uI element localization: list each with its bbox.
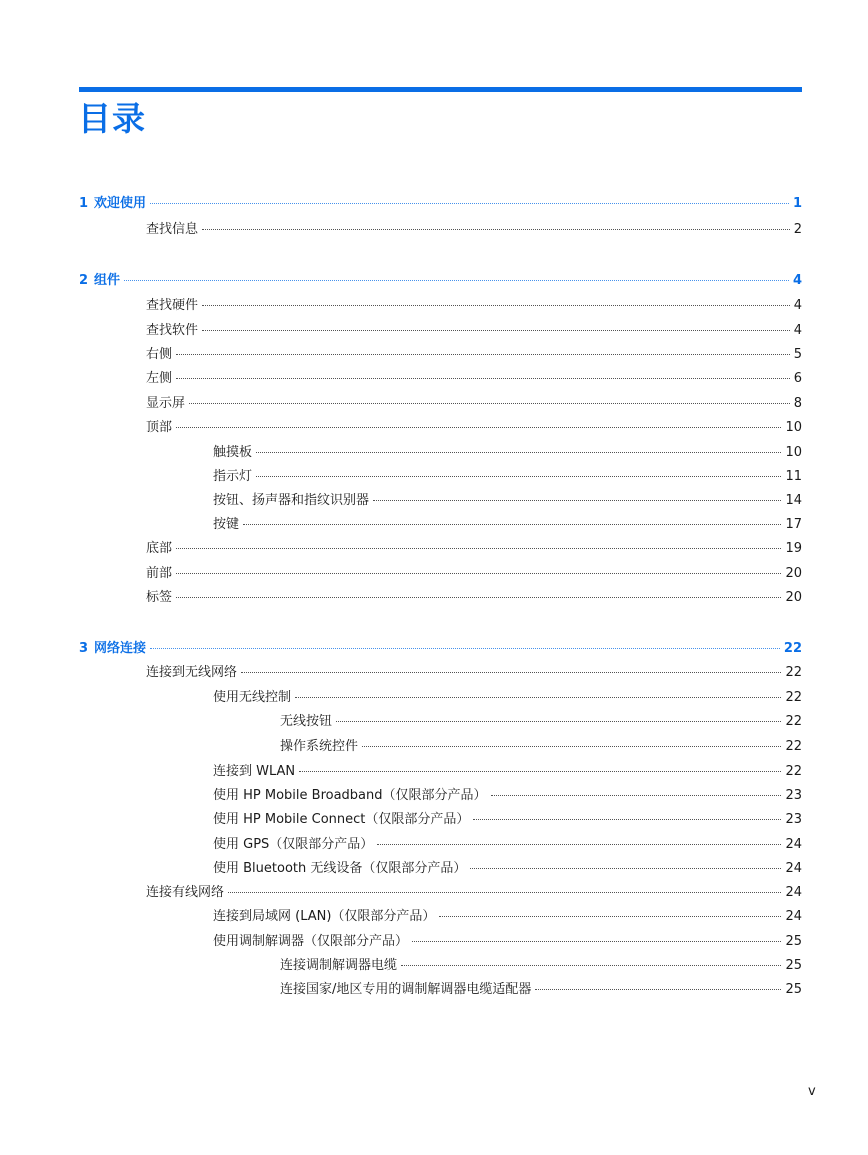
toc-entry-label[interactable]: 连接国家/地区专用的调制解调器电缆适配器	[280, 982, 532, 997]
toc-page-number[interactable]: 17	[785, 517, 802, 532]
page-title: 目录	[78, 99, 146, 138]
toc-entry-label[interactable]: 连接到局域网 (LAN)（仅限部分产品）	[213, 909, 436, 924]
toc-entry-label[interactable]: 显示屏	[146, 396, 186, 411]
toc-entry-label[interactable]: 标签	[146, 590, 173, 605]
toc-entry[interactable]	[213, 516, 802, 534]
toc-entry[interactable]	[213, 763, 802, 781]
toc-chapter-number: 1	[79, 196, 89, 211]
dot-leader	[241, 672, 781, 673]
toc-entry-label[interactable]: 欢迎使用	[94, 196, 147, 211]
toc-entry-label[interactable]: 使用无线控制	[213, 690, 292, 705]
toc-entry-label[interactable]: 操作系统控件	[280, 739, 359, 754]
toc-page-number[interactable]: 24	[785, 837, 802, 852]
toc-page-number[interactable]: 24	[785, 909, 802, 924]
dot-leader	[473, 819, 781, 820]
toc-page-number[interactable]: 8	[793, 396, 802, 411]
dot-leader	[176, 427, 781, 428]
toc-entry-label[interactable]: 指示灯	[213, 469, 253, 484]
dot-leader	[439, 916, 781, 917]
toc-chapter-entry[interactable]	[79, 640, 802, 658]
dot-leader	[228, 892, 781, 893]
toc-entry-label[interactable]: 使用 HP Mobile Broadband（仅限部分产品）	[213, 788, 487, 803]
toc-entry-label[interactable]: 网络连接	[94, 641, 147, 656]
toc-entry[interactable]	[146, 565, 802, 583]
toc-entry[interactable]	[213, 860, 802, 878]
toc-entry[interactable]	[146, 419, 802, 437]
toc-page-number[interactable]: 25	[785, 958, 802, 973]
toc-page-number[interactable]: 10	[785, 420, 802, 435]
dot-leader	[377, 844, 781, 845]
toc-page-number[interactable]: 20	[785, 590, 802, 605]
toc-page-number[interactable]: 22	[783, 641, 802, 656]
dot-leader	[150, 203, 789, 204]
toc-page-number[interactable]: 11	[785, 469, 802, 484]
toc-entry[interactable]	[146, 297, 802, 315]
dot-leader	[336, 721, 781, 722]
toc-entry-label[interactable]: 使用 HP Mobile Connect（仅限部分产品）	[213, 812, 470, 827]
dot-leader	[401, 965, 781, 966]
toc-entry-label[interactable]: 左侧	[146, 371, 173, 386]
toc-entry[interactable]	[213, 689, 802, 707]
toc-entry[interactable]	[146, 884, 802, 902]
toc-page-number[interactable]: 20	[785, 566, 802, 581]
toc-entry-label[interactable]: 连接到无线网络	[146, 665, 238, 680]
toc-entry-label[interactable]: 查找软件	[146, 323, 199, 338]
toc-entry-label[interactable]: 连接有线网络	[146, 885, 225, 900]
toc-page-number[interactable]: 24	[785, 885, 802, 900]
toc-entry[interactable]	[280, 738, 802, 756]
dot-leader	[189, 403, 790, 404]
toc-entry[interactable]	[280, 957, 802, 975]
toc-entry[interactable]	[146, 395, 802, 413]
toc-chapter-entry[interactable]	[79, 272, 802, 290]
toc-entry-label[interactable]: 前部	[146, 566, 173, 581]
dot-leader	[202, 229, 790, 230]
dot-leader	[373, 500, 781, 501]
toc-page-number[interactable]: 25	[785, 982, 802, 997]
dot-leader	[150, 648, 780, 649]
toc-page-number[interactable]: 4	[793, 298, 802, 313]
toc-page-number[interactable]: 6	[793, 371, 802, 386]
dot-leader	[256, 452, 781, 453]
toc-entry-label[interactable]: 按键	[213, 517, 240, 532]
dot-leader	[124, 280, 789, 281]
toc-page-number[interactable]: 4	[793, 323, 802, 338]
toc-entry[interactable]	[213, 811, 802, 829]
toc-page-number[interactable]: 22	[785, 665, 802, 680]
toc-entry-label[interactable]: 使用调制解调器（仅限部分产品）	[213, 934, 409, 949]
toc-entry[interactable]	[213, 908, 802, 926]
dot-leader	[299, 771, 781, 772]
toc-entry[interactable]	[213, 933, 802, 951]
toc-page-number[interactable]: 22	[785, 764, 802, 779]
toc-entry[interactable]	[146, 664, 802, 682]
toc-entry-label[interactable]: 查找硬件	[146, 298, 199, 313]
dot-leader	[176, 597, 781, 598]
toc-entry-label[interactable]: 无线按钮	[280, 714, 333, 729]
toc-entry-label[interactable]: 使用 Bluetooth 无线设备（仅限部分产品）	[213, 861, 467, 876]
toc-entry-label[interactable]: 连接到 WLAN	[213, 764, 296, 779]
toc-page-number[interactable]: 22	[785, 739, 802, 754]
dot-leader	[470, 868, 781, 869]
toc-entry-label[interactable]: 顶部	[146, 420, 173, 435]
toc-entry[interactable]	[146, 370, 802, 388]
toc-page-number[interactable]: 24	[785, 861, 802, 876]
toc-entry[interactable]	[146, 346, 802, 364]
dot-leader	[176, 354, 790, 355]
toc-page-number[interactable]: 22	[785, 690, 802, 705]
dot-leader	[202, 330, 790, 331]
toc-chapter-number: 2	[79, 273, 89, 288]
dot-leader	[176, 548, 781, 549]
toc-page-number[interactable]: 23	[785, 812, 802, 827]
toc-entry[interactable]	[280, 981, 802, 999]
dot-leader	[243, 524, 781, 525]
toc-entry[interactable]	[213, 787, 802, 805]
toc-page-number[interactable]: 19	[785, 541, 802, 556]
toc-entry[interactable]	[146, 540, 802, 558]
toc-page-number[interactable]: 2	[793, 222, 802, 237]
toc-entry-label[interactable]: 组件	[94, 273, 121, 288]
toc-entry[interactable]	[280, 713, 802, 731]
toc-entry-label[interactable]: 查找信息	[146, 222, 199, 237]
toc-chapter-number: 3	[79, 641, 89, 656]
toc-page-number[interactable]: 4	[792, 273, 802, 288]
toc-page-number[interactable]: 23	[785, 788, 802, 803]
toc-entry-label[interactable]: 右侧	[146, 347, 173, 362]
toc-entry[interactable]	[146, 221, 802, 239]
toc-entry[interactable]	[146, 589, 802, 607]
toc-entry-label[interactable]: 触摸板	[213, 445, 253, 460]
dot-leader	[202, 305, 790, 306]
toc-entry[interactable]	[146, 322, 802, 340]
dot-leader	[176, 378, 790, 379]
dot-leader	[362, 746, 781, 747]
toc-entry-label[interactable]: 连接调制解调器电缆	[280, 958, 398, 973]
toc-page-number[interactable]: 10	[785, 445, 802, 460]
toc-page-number[interactable]: 22	[785, 714, 802, 729]
dot-leader	[412, 941, 781, 942]
toc-entry-label[interactable]: 使用 GPS（仅限部分产品）	[213, 837, 374, 852]
dot-leader	[256, 476, 781, 477]
toc-entry-label[interactable]: 底部	[146, 541, 173, 556]
dot-leader	[295, 697, 781, 698]
toc-page-number[interactable]: 25	[785, 934, 802, 949]
page-number: v	[808, 1084, 816, 1099]
toc-page-number[interactable]: 1	[792, 196, 802, 211]
header-rule	[79, 87, 802, 92]
dot-leader	[535, 989, 781, 990]
toc-entry[interactable]	[213, 836, 802, 854]
toc-entry[interactable]	[213, 468, 802, 486]
toc-page-number[interactable]: 5	[793, 347, 802, 362]
toc-entry[interactable]	[213, 492, 802, 510]
dot-leader	[176, 573, 781, 574]
toc-page-number[interactable]: 14	[785, 493, 802, 508]
dot-leader	[491, 795, 782, 796]
toc-chapter-entry[interactable]	[79, 195, 802, 213]
toc-entry-label[interactable]: 按钮、扬声器和指纹识别器	[213, 493, 370, 508]
toc-entry[interactable]	[213, 444, 802, 462]
